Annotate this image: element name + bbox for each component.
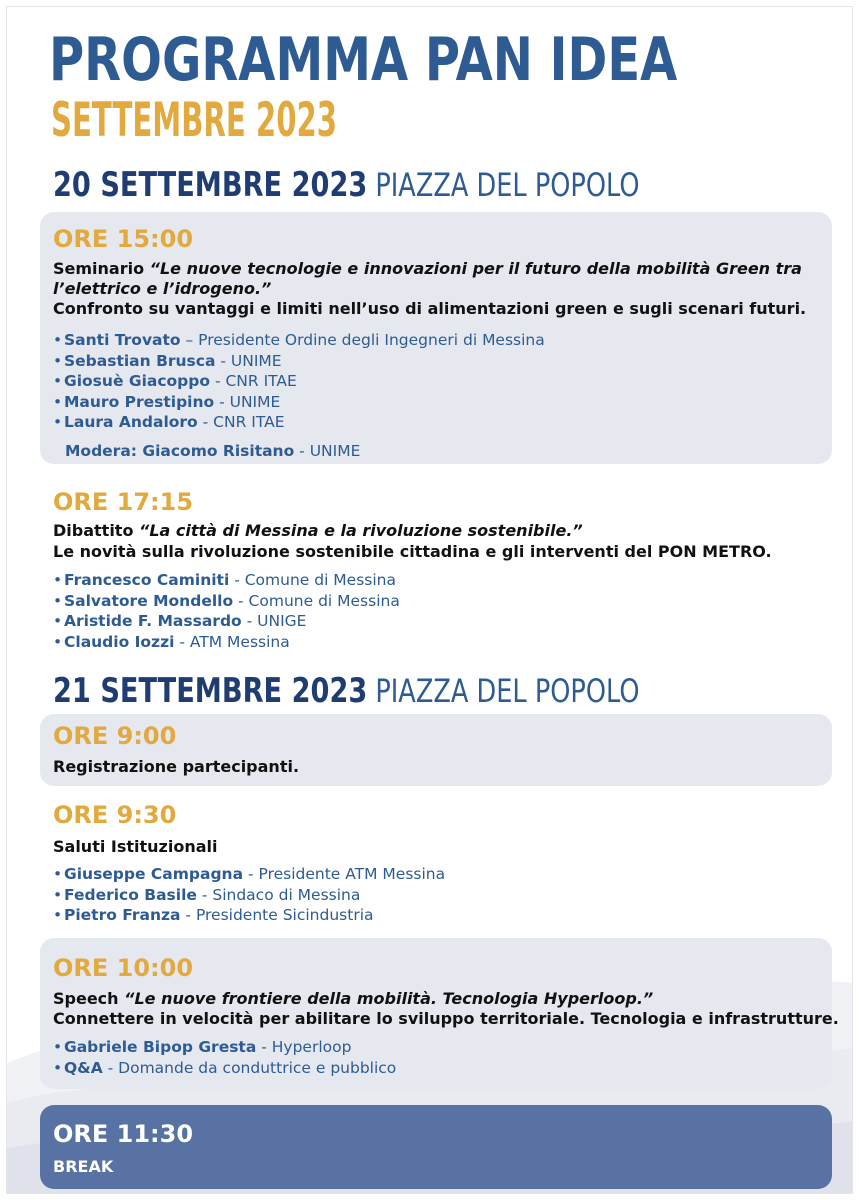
speaker-item: • Federico Basile - Sindaco di Messina [53,886,361,904]
session-description-1715: Le novità sulla rivoluzione sostenibile cittadina e gli interventi del PON METRO. [53,542,772,561]
speaker-item: • Aristide F. Massardo - UNIGE [53,612,307,630]
speaker-item: • Laura Andaloro - CNR ITAE [53,413,285,431]
day1-place: PIAZZA DEL POPOLO [375,166,640,204]
day1-header [53,165,640,211]
day2-date: 21 SETTEMBRE 2023 [53,671,368,711]
session-time-1715: ORE 17:15 [53,488,194,516]
session-time-1130: ORE 11:30 [53,1120,194,1148]
session-text-0930: Saluti Istituzionali [53,837,218,856]
speaker-item: • Sebastian Brusca - UNIME [53,352,282,370]
moderator: Modera: Giacomo Risitano - UNIME [65,442,361,460]
speaker-item: • Pietro Franza - Presidente Sicindustria [53,906,374,924]
session-title-1715: Dibattito “La città di Messina e la rivoluzione sostenibile.” [53,521,583,540]
speaker-item: • Gabriele Bipop Gresta - Hyperloop [53,1038,352,1056]
day2-place: PIAZZA DEL POPOLO [375,672,640,710]
session-time-0930: ORE 9:30 [53,801,177,829]
session-text-0900: Registrazione partecipanti. [53,757,300,776]
speaker-item: • Giosuè Giacoppo - CNR ITAE [53,372,297,390]
day2-header [53,671,640,717]
session-kind: Seminario [53,259,145,278]
session-time-1500: ORE 15:00 [53,225,194,253]
speaker-item: • Mauro Prestipino - UNIME [53,393,281,411]
speaker-item: • Claudio Iozzi - ATM Messina [53,633,290,651]
speaker-item: • Francesco Caminiti - Comune di Messina [53,571,396,589]
session-description-1500: Confronto su vantaggi e limiti nell’uso di alimentazioni green e sugli scenari futuri. [53,299,807,318]
poster [6,6,853,1194]
break-label: BREAK [53,1157,114,1176]
session-quote-cont: l’elettrico e l’idrogeno.” [53,279,272,298]
session-title-1500-line2 [53,279,271,299]
page-title: PROGRAMMA PAN IDEA [49,25,678,95]
session-time-0900: ORE 9:00 [53,722,177,750]
session-quote: “Le nuove tecnologie e innovazioni per il futuro della mobilità Green tra [149,259,802,278]
speaker-item: • Q&A - Domande da conduttrice e pubblico [53,1059,397,1077]
session-title-1500-line1 [53,259,802,279]
speaker-item: • Giuseppe Campagna - Presidente ATM Messina [53,865,446,883]
speaker-item: • Salvatore Mondello - Comune di Messina [53,592,400,610]
page-subtitle: SETTEMBRE 2023 [51,93,338,148]
day1-date: 20 SETTEMBRE 2023 [53,165,368,205]
session-title-1000: Speech “Le nuove frontiere della mobilità. Tecnologia Hyperloop.” [53,989,654,1008]
session-description-1000: Connettere in velocità per abilitare lo sviluppo territoriale. Tecnologia e infrastrutture. [53,1009,839,1028]
speaker-item: • Santi Trovato – Presidente Ordine degli Ingegneri di Messina [53,331,545,349]
session-time-1000: ORE 10:00 [53,954,194,982]
